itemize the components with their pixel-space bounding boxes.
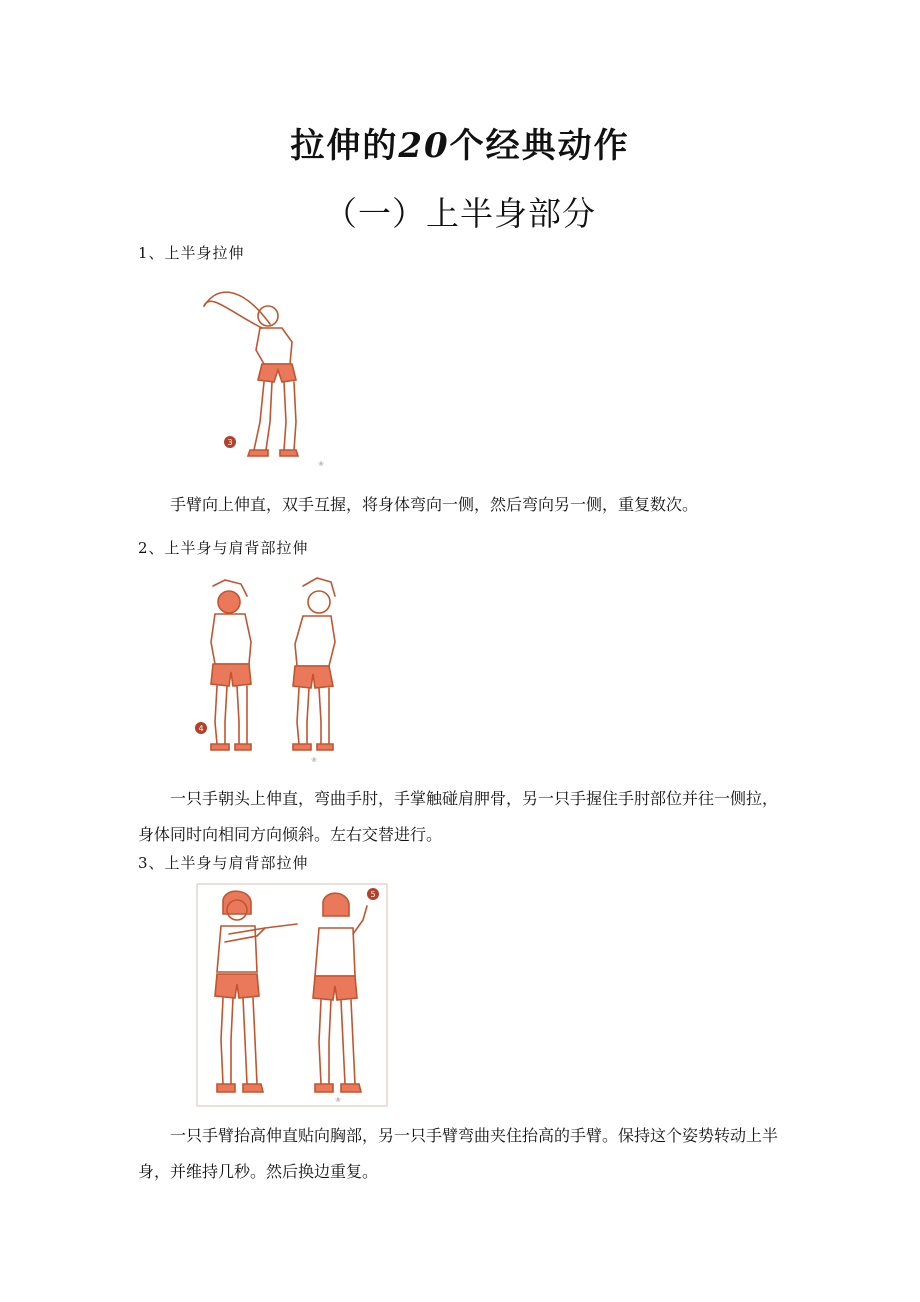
exercise-description-2: 一只手朝头上伸直，弯曲手肘，手掌触碰肩胛骨，另一只手握住手肘部位并往一侧拉，身体同时向相同方向倾斜。左右交替进行。 <box>138 789 779 844</box>
exercise-illustration-2 <box>185 572 370 770</box>
svg-text:❀: ❀ <box>335 1096 341 1104</box>
title-prefix: 拉伸的 <box>290 126 399 166</box>
title-suffix: 个经典动作 <box>449 126 630 166</box>
exercise-heading-2: 2、上半身与肩背部拉伸 <box>138 539 309 557</box>
figure-marker-3: 5 <box>370 890 376 899</box>
exercise-heading-1: 1、上半身拉伸 <box>138 244 245 262</box>
exercise-heading-3: 3、上半身与肩背部拉伸 <box>138 854 309 872</box>
figure-marker-1: 3 <box>227 438 233 447</box>
exercise-description-3: 一只手臂抬高伸直贴向胸部，另一只手臂弯曲夹住抬高的手臂。保持这个姿势转动上半身，并维持几秒。然后换边重复。 <box>138 1126 779 1181</box>
svg-text:❀: ❀ <box>311 756 317 764</box>
figure-marker-2: 4 <box>198 724 204 733</box>
title-number: 20 <box>398 126 450 166</box>
exercise-illustration-3 <box>195 880 391 1112</box>
section-subtitle: （一）上半身部分 <box>324 194 596 233</box>
document-title <box>0 118 920 167</box>
svg-text:❀: ❀ <box>318 460 324 468</box>
exercise-description-1: 手臂向上伸直，双手互握，将身体弯向一侧，然后弯向另一侧，重复数次。 <box>170 495 699 514</box>
exercise-illustration-1 <box>190 272 365 472</box>
